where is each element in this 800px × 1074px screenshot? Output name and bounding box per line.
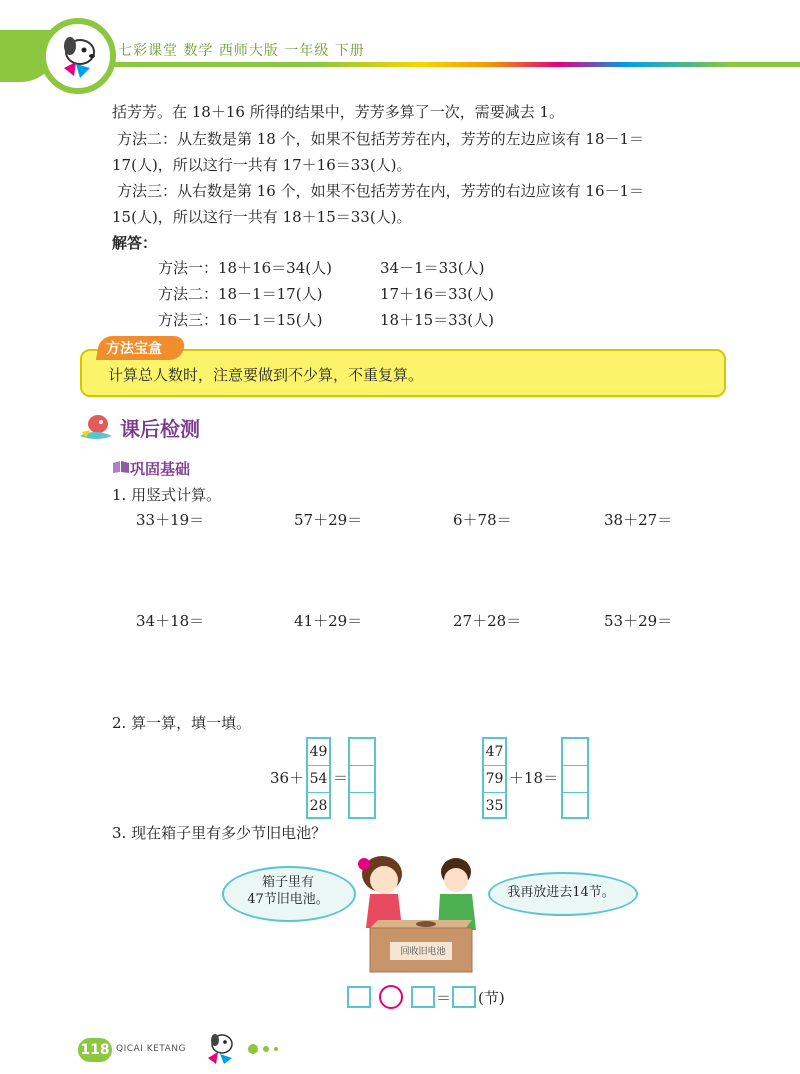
question-1-title: 1. 用竖式计算。	[112, 486, 222, 504]
number-cell: 49	[308, 739, 329, 766]
page-number: 118	[78, 1038, 112, 1062]
footer-dot	[263, 1046, 269, 1052]
dog-rocket-icon	[76, 410, 116, 444]
footer-dot	[274, 1047, 278, 1051]
paragraph-method2-line2: 17(人)，所以这行一共有 17＋16＝33(人)。	[112, 156, 412, 174]
answer-cell[interactable]	[563, 766, 587, 793]
calc-item: 33＋19＝	[136, 511, 205, 529]
footer-brand: QICAI KETANG	[116, 1044, 186, 1054]
paragraph-1: 括芳芳。在 18＋16 所得的结果中，芳芳多算了一次，需要减去 1。	[112, 103, 565, 121]
dog-mascot-icon	[46, 24, 110, 88]
number-cell: 35	[485, 798, 504, 814]
operator-circle[interactable]	[379, 985, 403, 1009]
answer-cell[interactable]	[563, 739, 587, 766]
q2-right-number-column	[482, 737, 507, 819]
answer-row-3-left: 方法三：16－1＝15(人)	[158, 311, 323, 329]
question-2-title: 2. 算一算，填一填。	[112, 714, 252, 732]
answer-cell[interactable]	[350, 739, 374, 766]
q2-left-prefix: 36＋	[270, 769, 305, 787]
section-subtitle: 巩固基础	[130, 460, 191, 478]
number-cell: 79	[484, 766, 505, 793]
answer-row-2-right: 17＋16＝33(人)	[380, 285, 494, 303]
calc-item: 41＋29＝	[294, 612, 363, 630]
calc-item: 57＋29＝	[294, 511, 363, 529]
question-3-title: 3. 现在箱子里有多少节旧电池？	[112, 824, 327, 842]
box-label: 回收旧电池	[400, 947, 446, 957]
footer-dot	[248, 1044, 258, 1054]
q3-equals: ＝	[436, 989, 452, 1007]
section-title: 课后检测	[120, 417, 200, 441]
calc-item: 53＋29＝	[604, 612, 673, 630]
tip-tag-label: 方法宝盒	[106, 341, 162, 357]
q3-unit: (节)	[478, 989, 505, 1007]
q2-right-answer-column[interactable]	[561, 737, 589, 819]
calc-item: 38＋27＝	[604, 511, 673, 529]
answer-cell[interactable]	[563, 793, 587, 819]
answer-box-2[interactable]	[411, 986, 435, 1008]
q2-left-number-column	[306, 737, 331, 819]
answer-row-1-right: 34－1＝33(人)	[380, 259, 485, 277]
q2-left-answer-column[interactable]	[348, 737, 376, 819]
answer-cell[interactable]	[350, 793, 374, 819]
answer-box-3[interactable]	[452, 986, 476, 1008]
number-cell: 54	[308, 766, 329, 793]
number-cell: 47	[484, 739, 505, 766]
tip-text: 计算总人数时，注意要做到不少算，不重复算。	[108, 366, 424, 384]
speech-bubble-boy-text: 我再放进去14节。	[507, 885, 615, 900]
dog-mascot-footer-icon	[200, 1030, 240, 1066]
speech-bubble-girl-line2: 47节旧电池。	[247, 892, 329, 907]
paragraph-method3-line1: 方法三：从右数是第 16 个，如果不包括芳芳在内，芳芳的右边应该有 16－1＝	[117, 182, 645, 200]
answer-row-1-left: 方法一：18＋16＝34(人)	[158, 259, 332, 277]
answer-row-3-right: 18＋15＝33(人)	[380, 311, 494, 329]
mascot-badge	[40, 18, 116, 94]
answer-cell[interactable]	[350, 766, 374, 793]
speech-bubble-girl-line1: 箱子里有	[261, 875, 314, 890]
answer-label: 解答：	[112, 234, 158, 252]
header-title: 七彩课堂 数学 西师大版 一年级 下册	[118, 43, 365, 59]
answer-row-2-left: 方法二：18－1＝17(人)	[158, 285, 323, 303]
book-icon	[112, 460, 130, 474]
calc-item: 27＋28＝	[453, 612, 522, 630]
q2-right-suffix: ＋18＝	[509, 769, 559, 787]
answer-box-1[interactable]	[347, 986, 371, 1008]
paragraph-method2-line1: 方法二：从左数是第 18 个，如果不包括芳芳在内，芳芳的左边应该有 18－1＝	[117, 130, 645, 148]
paragraph-method3-line2: 15(人)，所以这行一共有 18＋15＝33(人)。	[112, 208, 412, 226]
header-rainbow-rule	[110, 62, 800, 67]
calc-item: 6＋78＝	[453, 511, 512, 529]
calc-item: 34＋18＝	[136, 612, 205, 630]
number-cell: 28	[309, 798, 328, 814]
q2-left-equals: ＝	[333, 769, 349, 787]
